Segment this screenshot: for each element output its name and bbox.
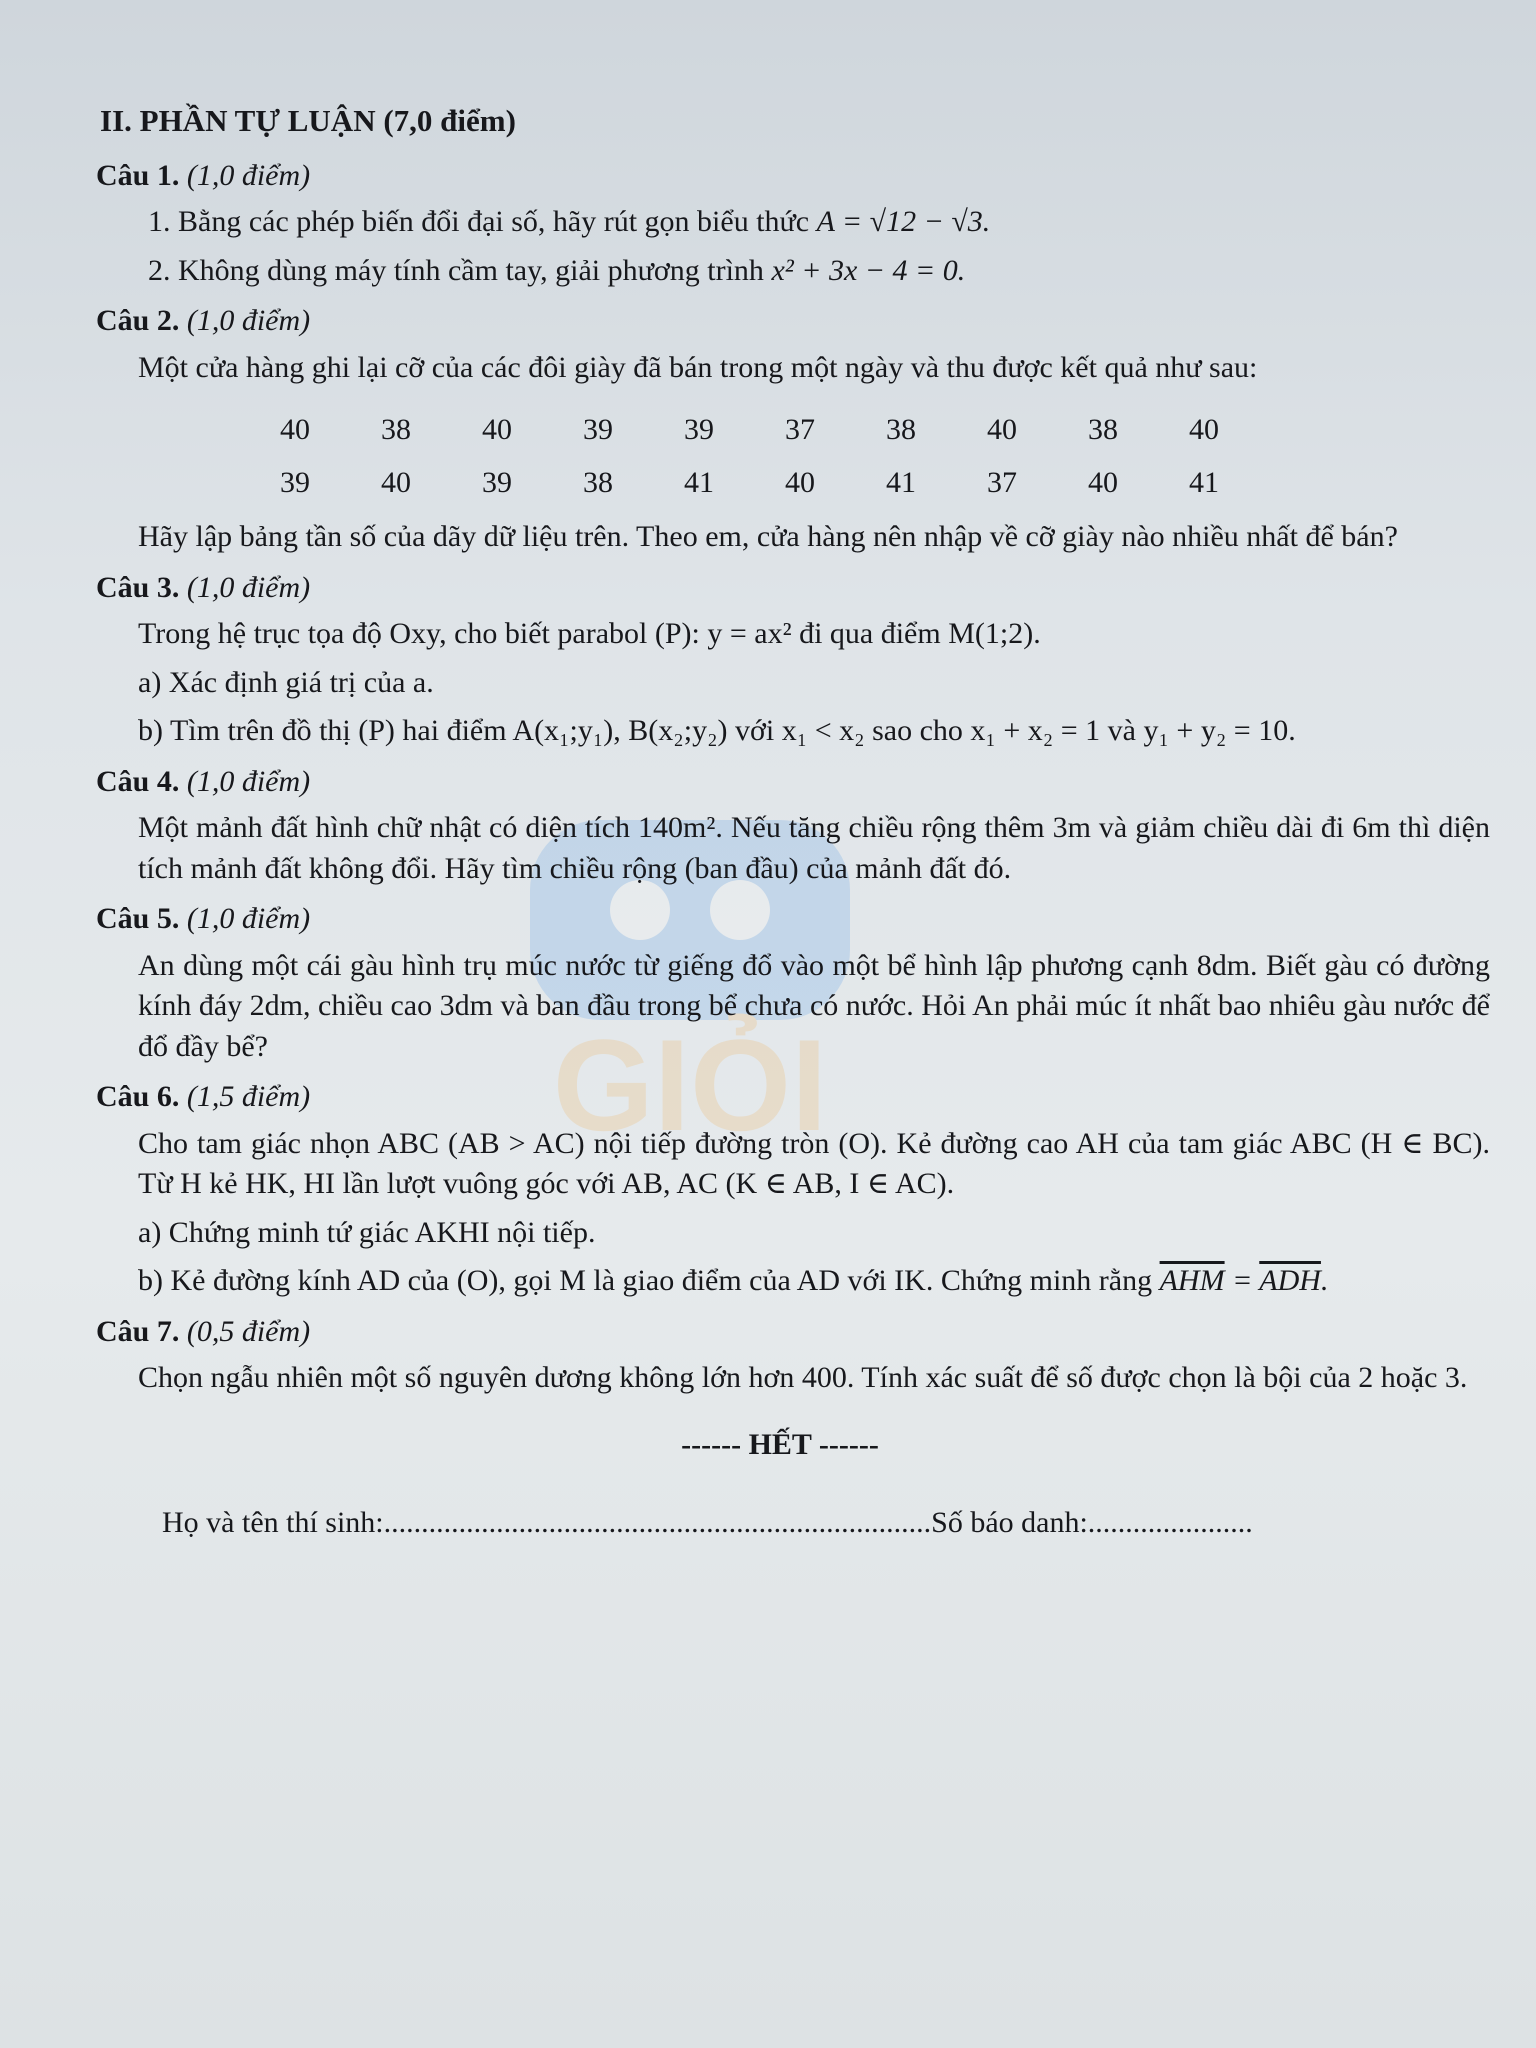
angle-adh: $\overline{ADH}$: [1259, 1264, 1321, 1298]
data-cell: 37: [785, 413, 815, 447]
angle-ahm: $\overline{AHM}$: [1159, 1264, 1225, 1298]
question-1-header: [96, 156, 1490, 197]
exam-page: [70, 100, 1490, 1552]
candidate-id-field: Số báo danh:......................: [931, 1506, 1253, 1540]
q6-part-b: [70, 1261, 1490, 1302]
question-number: Câu 7.: [96, 1314, 180, 1348]
data-cell: 40: [381, 465, 411, 499]
q1-part-2: [70, 251, 1490, 292]
q1-part-1-text: 1. Bằng các phép biến đổi đại số, hãy rút gọn biểu thức: [148, 205, 810, 239]
data-cell: 40: [1088, 465, 1118, 499]
q5-text: An dùng một cái gàu hình trụ múc nước từ giếng đổ vào một bể hình lập phương cạnh 8dm. Biết gàu có đường kính đáy 2dm, chiều cao 3dm và ban đầu trong bể chưa có nước. Hỏi An phải múc ít nhất bao nhiêu gàu nước để đổ đầy bể?: [138, 948, 1490, 1063]
q6-part-b-text: b) Kẻ đường kính AD của (O), gọi M là giao điểm của AD với IK. Chứng minh rằng: [138, 1264, 1153, 1298]
q4-text: Một mảnh đất hình chữ nhật có diện tích 140m². Nếu tăng chiều rộng thêm 3m và giảm chiều dài đi 6m thì diện tích mảnh đất không đổi. Hãy tìm chiều rộng (ban đầu) của mảnh đất đó.: [138, 811, 1490, 885]
question-number: Câu 5.: [96, 902, 180, 936]
data-cell: 39: [583, 413, 613, 447]
question-number: Câu 2.: [96, 304, 180, 338]
question-4-header: [96, 762, 1490, 803]
data-cell: 38: [886, 413, 916, 447]
question-number: Câu 1.: [96, 158, 180, 192]
question-number: Câu 4.: [96, 764, 180, 798]
end-marker: ------ HẾT ------: [681, 1427, 879, 1461]
angle-expression: [1160, 1264, 1329, 1297]
question-points: (1,5 điểm): [186, 1080, 311, 1114]
data-cell: 40: [987, 413, 1017, 447]
data-row-2: [280, 457, 1290, 510]
q1-part-1-expr: A = √12 − √3.: [816, 205, 991, 239]
period: .: [1320, 1264, 1329, 1298]
q7-text: Chọn ngẫu nhiên một số nguyên dương không lớn hơn 400. Tính xác suất để số được chọn là bội của 2 hoặc 3.: [138, 1361, 1468, 1395]
question-6-header: [96, 1077, 1490, 1118]
section-title: II. PHẦN TỰ LUẬN (7,0 điểm): [100, 103, 516, 138]
question-2-header: [96, 301, 1490, 342]
question-points: (1,0 điểm): [186, 764, 311, 798]
data-cell: 40: [1189, 413, 1219, 447]
q1-part-2-text: 2. Không dùng máy tính cầm tay, giải phương trình: [148, 253, 764, 287]
data-cell: 41: [684, 465, 714, 499]
data-cell: 40: [785, 465, 815, 499]
q6-intro: Cho tam giác nhọn ABC (AB > AC) nội tiếp đường tròn (O). Kẻ đường cao AH của tam giác ABC (H ∈ BC). Từ H kẻ HK, HI lần lượt vuông góc với AB, AC (K ∈ AB, I ∈ AC).: [138, 1126, 1490, 1201]
question-7-header: [96, 1312, 1490, 1353]
candidate-info: [70, 1503, 1490, 1544]
q3-intro: Trong hệ trục tọa độ Oxy, cho biết parabol (P): y = ax² đi qua điểm M(1;2).: [138, 617, 1041, 651]
data-cell: 39: [482, 465, 512, 499]
candidate-name-field: Họ và tên thí sinh:.........................................................................: [162, 1506, 932, 1540]
question-5-header: [96, 899, 1490, 940]
q2-intro: Một cửa hàng ghi lại cỡ của các đôi giày đã bán trong một ngày và thu được kết quả như sau:: [138, 350, 1258, 384]
data-cell: 41: [1189, 465, 1219, 499]
equals-sign: =: [1224, 1264, 1260, 1298]
question-number: Câu 3.: [96, 570, 180, 604]
data-cell: 39: [684, 413, 714, 447]
data-cell: 38: [583, 465, 613, 499]
data-cell: 40: [482, 413, 512, 447]
data-cell: 38: [1088, 413, 1118, 447]
q6-part-a: a) Chứng minh tứ giác AKHI nội tiếp.: [138, 1215, 596, 1249]
question-points: (1,0 điểm): [186, 304, 311, 338]
question-points: (0,5 điểm): [186, 1314, 311, 1348]
q3-part-b: b) Tìm trên đồ thị (P) hai điểm A(x₁;y₁), B(x₂;y₂) với x₁ < x₂ sao cho x₁ + x₂ = 1 và y₁ + y₂ = 10.: [138, 714, 1296, 748]
data-row-1: [280, 404, 1290, 457]
q2-ask: Hãy lập bảng tần số của dãy dữ liệu trên. Theo em, cửa hàng nên nhập về cỡ giày nào nhiều nhất để bán?: [138, 520, 1398, 554]
shoe-size-data: [280, 404, 1290, 509]
q1-part-2-expr: x² + 3x − 4 = 0.: [771, 253, 966, 287]
data-cell: 39: [280, 465, 310, 499]
data-cell: 40: [280, 413, 310, 447]
question-number: Câu 6.: [96, 1080, 180, 1114]
question-points: (1,0 điểm): [186, 570, 311, 604]
data-cell: 38: [381, 413, 411, 447]
q1-part-1: [70, 202, 1490, 243]
question-points: (1,0 điểm): [186, 902, 311, 936]
data-cell: 41: [886, 465, 916, 499]
question-3-header: [96, 568, 1490, 609]
data-cell: 37: [987, 465, 1017, 499]
q3-part-a: a) Xác định giá trị của a.: [138, 665, 434, 699]
watermark-word: GIỎI: [552, 1012, 828, 1158]
question-points: (1,0 điểm): [186, 158, 311, 192]
